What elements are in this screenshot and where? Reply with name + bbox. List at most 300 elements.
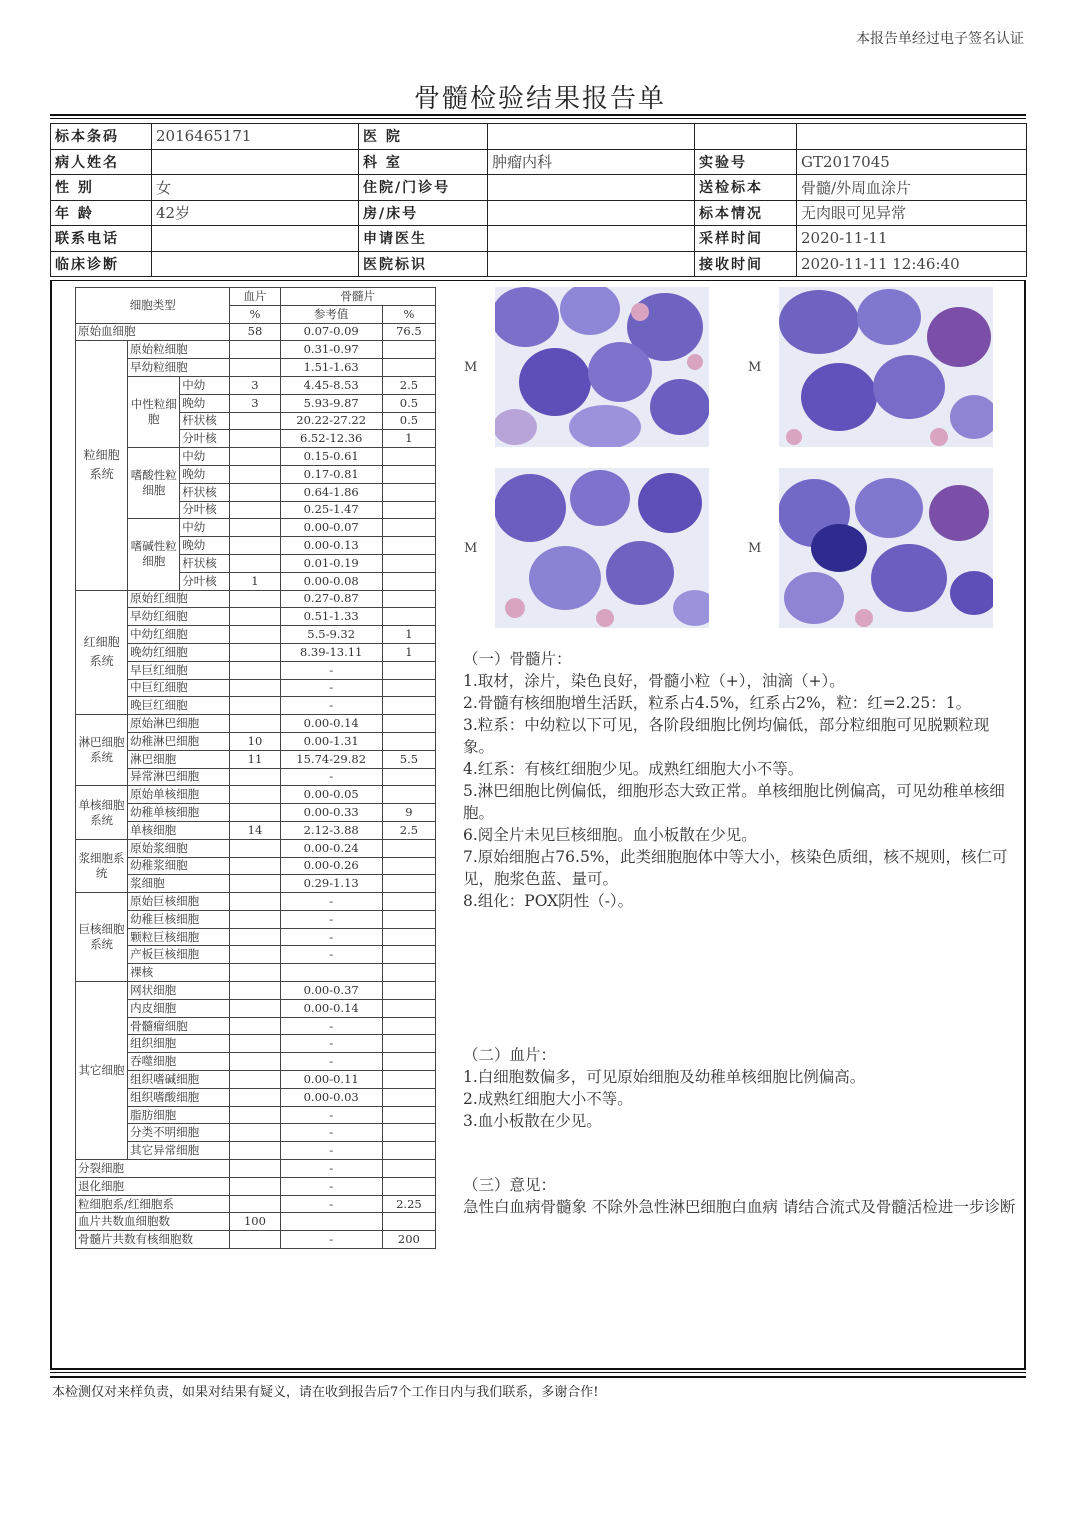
reference-range: 0.00-0.08 bbox=[280, 572, 382, 590]
marrow-value bbox=[382, 501, 435, 519]
summary-row bbox=[76, 1160, 436, 1178]
system-label: 粒细胞系统 bbox=[76, 341, 128, 590]
micrograph-3 bbox=[495, 468, 709, 628]
info-value bbox=[488, 175, 695, 201]
col-marrow: 骨髓片 bbox=[280, 288, 435, 306]
blood-section-title: （二）血片： bbox=[463, 1046, 557, 1064]
blood-value bbox=[230, 768, 280, 786]
cell-name: 晚巨红细胞 bbox=[128, 697, 230, 715]
cell-name: 颗粒巨核细胞 bbox=[128, 928, 230, 946]
marrow-value bbox=[382, 1142, 435, 1160]
cell-row bbox=[76, 626, 436, 644]
marrow-value bbox=[382, 1088, 435, 1106]
cell-stage: 杆状核 bbox=[180, 412, 230, 430]
marrow-value bbox=[382, 875, 435, 893]
blood-value bbox=[230, 839, 280, 857]
marrow-value bbox=[382, 893, 435, 911]
blood-value bbox=[230, 786, 280, 804]
marrow-value: 200 bbox=[382, 1231, 435, 1249]
cell-row bbox=[76, 750, 436, 768]
blood-value: 1 bbox=[230, 572, 280, 590]
cell-name: 中巨红细胞 bbox=[128, 679, 230, 697]
cell-name: 裸核 bbox=[128, 964, 230, 982]
reference-range: 0.00-0.37 bbox=[280, 982, 382, 1000]
reference-range: 2.12-3.88 bbox=[280, 821, 382, 839]
marrow-section-title: （一）骨髓片： bbox=[463, 650, 572, 668]
info-label bbox=[695, 124, 797, 150]
marrow-note-5: 5.淋巴细胞比例偏低，细胞形态大致正常。单核细胞比例偏高，可见幼稚单核细胞。 bbox=[463, 782, 1005, 822]
reference-range: 0.00-1.31 bbox=[280, 732, 382, 750]
cell-name: 幼稚浆细胞 bbox=[128, 857, 230, 875]
reference-range: 0.29-1.13 bbox=[280, 875, 382, 893]
reference-range: 8.39-13.11 bbox=[280, 643, 382, 661]
blood-value bbox=[230, 804, 280, 822]
blood-value bbox=[230, 341, 280, 359]
marrow-value bbox=[382, 359, 435, 377]
reference-range: 20.22-27.22 bbox=[280, 412, 382, 430]
blood-value bbox=[230, 661, 280, 679]
col-marrow-pct: % bbox=[382, 305, 435, 323]
marrow-note-4: 4.红系：有核红细胞少见。成熟红细胞大小不等。 bbox=[463, 760, 804, 778]
reference-range: - bbox=[280, 1035, 382, 1053]
opinion-text: 急性白血病骨髓象 不除外急性淋巴细胞白血病 请结合流式及骨髓活检进一步诊断 bbox=[463, 1198, 1016, 1216]
info-value bbox=[488, 124, 695, 150]
cell-row bbox=[76, 839, 436, 857]
blood-value bbox=[230, 875, 280, 893]
col-blood-pct: % bbox=[230, 305, 280, 323]
blood-value bbox=[230, 697, 280, 715]
info-label: 住院/门诊号 bbox=[359, 175, 488, 201]
blood-value bbox=[230, 626, 280, 644]
marrow-note-8: 8.组化：POX阴性（-）。 bbox=[463, 892, 634, 910]
blood-value bbox=[230, 1195, 280, 1213]
reference-range: 0.00-0.13 bbox=[280, 537, 382, 555]
marrow-value: 1 bbox=[382, 430, 435, 448]
blood-value bbox=[230, 465, 280, 483]
cell-name: 幼稚单核细胞 bbox=[128, 804, 230, 822]
marrow-value bbox=[382, 928, 435, 946]
cell-row bbox=[76, 804, 436, 822]
blood-value bbox=[230, 679, 280, 697]
reference-range: - bbox=[280, 1231, 382, 1249]
marrow-note-7: 7.原始细胞占76.5%，此类细胞胞体中等大小，核染色质细，核不规则，核仁可见，胞浆色蓝、量可。 bbox=[463, 848, 1008, 888]
cell-stage: 晚幼 bbox=[180, 394, 230, 412]
reference-range: - bbox=[280, 1142, 382, 1160]
blood-value bbox=[230, 928, 280, 946]
reference-range: - bbox=[280, 893, 382, 911]
cell-row bbox=[76, 341, 436, 359]
reference-range: 0.64-1.86 bbox=[280, 483, 382, 501]
cell-name: 骨髓瘤细胞 bbox=[128, 1017, 230, 1035]
reference-range: 1.51-1.63 bbox=[280, 359, 382, 377]
blood-value bbox=[230, 999, 280, 1017]
summary-name: 分裂细胞 bbox=[76, 1160, 230, 1178]
cell-row bbox=[76, 519, 436, 537]
cell-name: 网状细胞 bbox=[128, 982, 230, 1000]
blood-value bbox=[230, 501, 280, 519]
reference-range bbox=[280, 1213, 382, 1231]
micrograph-1 bbox=[495, 287, 709, 447]
marrow-value bbox=[382, 910, 435, 928]
info-row bbox=[51, 200, 1027, 226]
marrow-value bbox=[382, 1035, 435, 1053]
cell-name: 晚幼红细胞 bbox=[128, 643, 230, 661]
cell-row bbox=[76, 768, 436, 786]
info-value: 无肉眼可见异常 bbox=[797, 200, 1027, 226]
cell-name: 原始红细胞 bbox=[128, 590, 230, 608]
blood-value: 14 bbox=[230, 821, 280, 839]
marrow-value bbox=[382, 608, 435, 626]
reference-range: - bbox=[280, 1195, 382, 1213]
info-value: 骨髓/外周血涂片 bbox=[797, 175, 1027, 201]
cell-row bbox=[76, 964, 436, 982]
blood-value bbox=[230, 893, 280, 911]
reference-range: 0.17-0.81 bbox=[280, 465, 382, 483]
cell-name: 异常淋巴细胞 bbox=[128, 768, 230, 786]
marrow-value bbox=[382, 857, 435, 875]
reference-range: - bbox=[280, 679, 382, 697]
cell-count-table bbox=[75, 287, 436, 1249]
summary-name: 退化细胞 bbox=[76, 1177, 230, 1195]
cell-stage: 分叶核 bbox=[180, 501, 230, 519]
info-label: 年 龄 bbox=[51, 200, 152, 226]
cell-stage: 分叶核 bbox=[180, 430, 230, 448]
info-row bbox=[51, 251, 1027, 277]
cell-row bbox=[76, 1124, 436, 1142]
cell-row bbox=[76, 928, 436, 946]
reference-range: 5.93-9.87 bbox=[280, 394, 382, 412]
cell-name: 脂肪细胞 bbox=[128, 1106, 230, 1124]
blood-value bbox=[230, 1142, 280, 1160]
cell-name: 早幼粒细胞 bbox=[128, 359, 230, 377]
info-row bbox=[51, 175, 1027, 201]
cell-row bbox=[76, 661, 436, 679]
opinion-section-title: （三）意见： bbox=[463, 1176, 557, 1194]
reference-range: - bbox=[280, 1017, 382, 1035]
cell-name: 原始浆细胞 bbox=[128, 839, 230, 857]
cell-row bbox=[76, 857, 436, 875]
blood-value: 11 bbox=[230, 750, 280, 768]
cell-row bbox=[76, 323, 436, 341]
marrow-value bbox=[382, 465, 435, 483]
cell-name: 组织嗜酸细胞 bbox=[128, 1088, 230, 1106]
blood-value bbox=[230, 412, 280, 430]
marrow-value bbox=[382, 1053, 435, 1071]
info-value bbox=[152, 251, 359, 277]
marrow-value bbox=[382, 697, 435, 715]
summary-row bbox=[76, 1213, 436, 1231]
reference-range: - bbox=[280, 697, 382, 715]
marrow-value bbox=[382, 1124, 435, 1142]
info-value: 2016465171 bbox=[152, 124, 359, 150]
blood-value bbox=[230, 1035, 280, 1053]
blood-note-2: 2.成熟红细胞大小不等。 bbox=[463, 1090, 633, 1108]
cell-stage: 中幼 bbox=[180, 376, 230, 394]
blood-value: 3 bbox=[230, 394, 280, 412]
cell-row bbox=[76, 946, 436, 964]
cell-stage: 分叶核 bbox=[180, 572, 230, 590]
info-value bbox=[797, 124, 1027, 150]
blood-value bbox=[230, 643, 280, 661]
marrow-value: 9 bbox=[382, 804, 435, 822]
cell-row bbox=[76, 786, 436, 804]
marrow-value bbox=[382, 1017, 435, 1035]
summary-row bbox=[76, 1177, 436, 1195]
blood-value bbox=[230, 910, 280, 928]
cell-stage: 晚幼 bbox=[180, 537, 230, 555]
blood-value bbox=[230, 1088, 280, 1106]
reference-range: - bbox=[280, 1124, 382, 1142]
patient-info-table bbox=[50, 123, 1027, 277]
cell-row bbox=[76, 982, 436, 1000]
info-row bbox=[51, 226, 1027, 252]
marrow-value: 76.5 bbox=[382, 323, 435, 341]
marrow-note-6: 6.阅全片未见巨核细胞。血小板散在少见。 bbox=[463, 826, 757, 844]
blood-value bbox=[230, 359, 280, 377]
blood-value bbox=[230, 590, 280, 608]
cell-row bbox=[76, 590, 436, 608]
cell-row bbox=[76, 448, 436, 466]
micrograph-2 bbox=[779, 287, 993, 447]
reference-range: 0.51-1.33 bbox=[280, 608, 382, 626]
cell-row bbox=[76, 376, 436, 394]
cell-stage: 中幼 bbox=[180, 519, 230, 537]
marrow-value: 0.5 bbox=[382, 394, 435, 412]
cell-row bbox=[76, 679, 436, 697]
summary-row bbox=[76, 1231, 436, 1249]
marrow-value: 2.5 bbox=[382, 821, 435, 839]
image-label-2: M bbox=[748, 360, 762, 375]
marrow-value bbox=[382, 1071, 435, 1089]
reference-range: 0.07-0.09 bbox=[280, 323, 382, 341]
reference-range: 0.15-0.61 bbox=[280, 448, 382, 466]
marrow-value bbox=[382, 1213, 435, 1231]
cell-name: 其它异常细胞 bbox=[128, 1142, 230, 1160]
cell-name: 原始粒细胞 bbox=[128, 341, 230, 359]
summary-name: 骨髓片共数有核细胞数 bbox=[76, 1231, 230, 1249]
subgroup-label: 嗜碱性粒细胞 bbox=[128, 519, 180, 590]
cell-name: 原始淋巴细胞 bbox=[128, 715, 230, 733]
marrow-value bbox=[382, 982, 435, 1000]
cell-name: 吞噬细胞 bbox=[128, 1053, 230, 1071]
blood-value bbox=[230, 715, 280, 733]
blood-value bbox=[230, 537, 280, 555]
system-label: 浆细胞系统 bbox=[76, 839, 128, 892]
subgroup-label: 中性粒细胞 bbox=[128, 376, 180, 447]
report-notes bbox=[463, 648, 1018, 1218]
cell-stage: 中幼 bbox=[180, 448, 230, 466]
info-value: 肿瘤内科 bbox=[488, 149, 695, 175]
marrow-value bbox=[382, 590, 435, 608]
info-value: GT2017045 bbox=[797, 149, 1027, 175]
marrow-value bbox=[382, 1160, 435, 1178]
marrow-value: 0.5 bbox=[382, 412, 435, 430]
info-label: 申请医生 bbox=[359, 226, 488, 252]
cell-row bbox=[76, 910, 436, 928]
system-label: 淋巴细胞系统 bbox=[76, 715, 128, 786]
reference-range: 0.00-0.24 bbox=[280, 839, 382, 857]
info-label: 采样时间 bbox=[695, 226, 797, 252]
reference-range: - bbox=[280, 928, 382, 946]
blood-value bbox=[230, 448, 280, 466]
info-row bbox=[51, 124, 1027, 150]
marrow-value bbox=[382, 786, 435, 804]
reference-range: - bbox=[280, 1053, 382, 1071]
summary-name: 粒细胞系/红细胞系 bbox=[76, 1195, 230, 1213]
summary-row bbox=[76, 1195, 436, 1213]
reference-range: - bbox=[280, 768, 382, 786]
marrow-value: 1 bbox=[382, 643, 435, 661]
info-value bbox=[152, 149, 359, 175]
marrow-value bbox=[382, 715, 435, 733]
cell-row bbox=[76, 1017, 436, 1035]
reference-range: 0.00-0.11 bbox=[280, 1071, 382, 1089]
marrow-value: 2.5 bbox=[382, 376, 435, 394]
marrow-value bbox=[382, 519, 435, 537]
info-label: 临床诊断 bbox=[51, 251, 152, 277]
cell-name: 单核细胞 bbox=[128, 821, 230, 839]
info-value: 2020-11-11 bbox=[797, 226, 1027, 252]
cell-name: 早巨红细胞 bbox=[128, 661, 230, 679]
info-label: 接收时间 bbox=[695, 251, 797, 277]
info-row bbox=[51, 149, 1027, 175]
marrow-value: 1 bbox=[382, 626, 435, 644]
marrow-value bbox=[382, 1177, 435, 1195]
cell-name: 幼稚淋巴细胞 bbox=[128, 732, 230, 750]
reference-range: 0.00-0.33 bbox=[280, 804, 382, 822]
info-value: 2020-11-11 12:46:40 bbox=[797, 251, 1027, 277]
reference-range bbox=[280, 964, 382, 982]
info-label: 病人姓名 bbox=[51, 149, 152, 175]
blood-note-1: 1.白细胞数偏多，可见原始细胞及幼稚单核细胞比例偏高。 bbox=[463, 1068, 866, 1086]
info-value: 42岁 bbox=[152, 200, 359, 226]
cell-name: 浆细胞 bbox=[128, 875, 230, 893]
marrow-note-2: 2.骨髓有核细胞增生活跃，粒系占4.5%，红系占2%，粒：红=2.25：1。 bbox=[463, 694, 972, 712]
report-title: 骨髓检验结果报告单 bbox=[413, 84, 666, 114]
marrow-value bbox=[382, 554, 435, 572]
system-label: 其它细胞 bbox=[76, 982, 128, 1160]
blood-value bbox=[230, 1177, 280, 1195]
blood-value bbox=[230, 554, 280, 572]
cell-row bbox=[76, 821, 436, 839]
cell-row bbox=[76, 1142, 436, 1160]
info-label: 医 院 bbox=[359, 124, 488, 150]
info-label: 联系电话 bbox=[51, 226, 152, 252]
cell-row bbox=[76, 715, 436, 733]
cell-row bbox=[76, 1071, 436, 1089]
marrow-value bbox=[382, 946, 435, 964]
cell-row bbox=[76, 1106, 436, 1124]
cell-name: 原始单核细胞 bbox=[128, 786, 230, 804]
reference-range: 0.00-0.07 bbox=[280, 519, 382, 537]
cell-row bbox=[76, 893, 436, 911]
cell-row bbox=[76, 875, 436, 893]
blood-value bbox=[230, 982, 280, 1000]
cell-stage: 晚幼 bbox=[180, 465, 230, 483]
footer-disclaimer: 本检测仅对来样负责，如果对结果有疑义，请在收到报告后7个工作日内与我们联系，多谢合作! bbox=[52, 1385, 599, 1400]
cell-row bbox=[76, 359, 436, 377]
marrow-value bbox=[382, 572, 435, 590]
reference-range: 0.00-0.14 bbox=[280, 999, 382, 1017]
footer-rule-bottom bbox=[50, 1376, 1026, 1378]
image-label-1: M bbox=[464, 360, 478, 375]
cell-stage: 杆状核 bbox=[180, 554, 230, 572]
reference-range: - bbox=[280, 1160, 382, 1178]
blood-value bbox=[230, 1124, 280, 1142]
info-label: 性 别 bbox=[51, 175, 152, 201]
footer-rule-top bbox=[50, 1372, 1026, 1373]
reference-range: 6.52-12.36 bbox=[280, 430, 382, 448]
marrow-value bbox=[382, 1106, 435, 1124]
micrograph-4 bbox=[779, 468, 993, 628]
blood-value bbox=[230, 608, 280, 626]
image-label-4: M bbox=[748, 541, 762, 556]
info-value: 女 bbox=[152, 175, 359, 201]
subgroup-label: 嗜酸性粒细胞 bbox=[128, 448, 180, 519]
cell-row bbox=[76, 643, 436, 661]
blood-value bbox=[230, 857, 280, 875]
col-ref: 参考值 bbox=[280, 305, 382, 323]
reference-range: 0.31-0.97 bbox=[280, 341, 382, 359]
cell-row bbox=[76, 1053, 436, 1071]
info-label: 标本情况 bbox=[695, 200, 797, 226]
marrow-value: 5.5 bbox=[382, 750, 435, 768]
blood-value bbox=[230, 430, 280, 448]
blood-value: 58 bbox=[230, 323, 280, 341]
blood-value: 10 bbox=[230, 732, 280, 750]
marrow-value bbox=[382, 448, 435, 466]
info-value bbox=[488, 200, 695, 226]
col-blood: 血片 bbox=[230, 288, 280, 306]
marrow-value: 2.25 bbox=[382, 1195, 435, 1213]
blood-value bbox=[230, 519, 280, 537]
blood-value bbox=[230, 1017, 280, 1035]
title-rule-bottom bbox=[50, 118, 1026, 119]
blood-value bbox=[230, 1106, 280, 1124]
marrow-note-3: 3.粒系：中幼粒以下可见，各阶段细胞比例均偏低，部分粒细胞可见脱颗粒现象。 bbox=[463, 716, 990, 756]
reference-range: 0.01-0.19 bbox=[280, 554, 382, 572]
info-value bbox=[488, 226, 695, 252]
cell-row bbox=[76, 999, 436, 1017]
marrow-value bbox=[382, 341, 435, 359]
cell-name: 组织细胞 bbox=[128, 1035, 230, 1053]
cell-name: 内皮细胞 bbox=[128, 999, 230, 1017]
blood-value bbox=[230, 1053, 280, 1071]
reference-range: 0.27-0.87 bbox=[280, 590, 382, 608]
col-cell-type: 细胞类型 bbox=[76, 288, 230, 324]
blood-value bbox=[230, 946, 280, 964]
marrow-value bbox=[382, 964, 435, 982]
marrow-value bbox=[382, 537, 435, 555]
reference-range: 5.5-9.32 bbox=[280, 626, 382, 644]
info-label: 实验号 bbox=[695, 149, 797, 175]
blood-value bbox=[230, 483, 280, 501]
reference-range: - bbox=[280, 910, 382, 928]
info-value bbox=[488, 251, 695, 277]
blood-value: 100 bbox=[230, 1213, 280, 1231]
reference-range: 15.74-29.82 bbox=[280, 750, 382, 768]
marrow-value bbox=[382, 768, 435, 786]
reference-range: 0.00-0.03 bbox=[280, 1088, 382, 1106]
cell-row bbox=[76, 697, 436, 715]
marrow-value bbox=[382, 839, 435, 857]
marrow-value bbox=[382, 732, 435, 750]
marrow-value bbox=[382, 999, 435, 1017]
reference-range: 0.25-1.47 bbox=[280, 501, 382, 519]
blood-note-3: 3.血小板散在少见。 bbox=[463, 1112, 602, 1130]
cell-name: 幼稚巨核细胞 bbox=[128, 910, 230, 928]
cell-row bbox=[76, 1035, 436, 1053]
